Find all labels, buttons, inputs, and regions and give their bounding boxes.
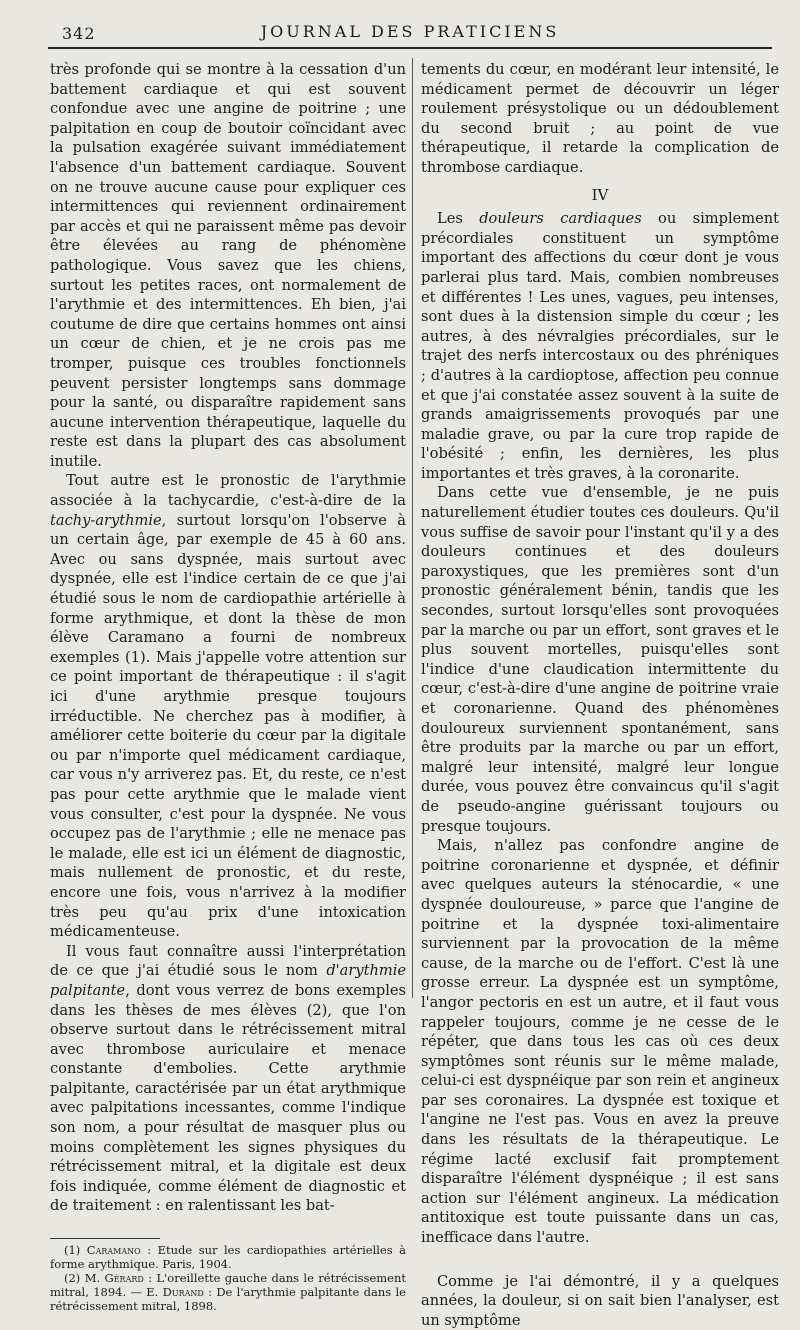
section-number: IV <box>591 185 609 204</box>
text-run: Les <box>437 210 480 228</box>
text-run: Il vous faut connaître aussi l'interprétation de ce que j'ai étudié sous le nom <box>50 942 406 980</box>
paragraph: Mais, n'allez pas confondre angine de poitrine coronarienne et dyspnée, et définir avec quelques auteurs la sténocardie, « une dyspnée douloureuse, » parce que l'angine de poitrine et la dyspnée toxi-alimentaire surviennent par la provocation de la même cause, de la marche ou de l'effort. C'est là une grosse erreur. La dyspnée est un symptôme, l'angor pectoris en est un autre, et il faut vous rappeler toujours, comme je ne cesse de le répéter, que dans tous les cas où ces deux symptômes sont réunis sur le même malade, celui-ci est dyspnéique par son rein et angineux par ses coronaires. La dyspnée est toxique et l'angine ne l'est pas. Vous en avez la preuve dans les résultats de la thérapeutique. Le régime lacté exclusif fait promptement disparaître l'élément dyspnéique ; il est sans action sur l'élément angineux. La médication antitoxique est toute puissante dans un cas, inefficace dans l'autre. <box>421 837 779 1247</box>
text-run: , dont vous verrez de bons exemples dans les thèses de mes élèves (2), que l'on observe surtout dans le rétrécissement mitral avec thrombose auriculaire et menace constante d'embolies. Cette arythmie palpitante, caractérisée par un état arythmique avec palpitations incessantes, comme l'indique son nom, a pour résultat de masquer plus ou moins complètement les signes physiques du rétrécissement mitral, et la digitale est deux fois indiquée, comme élément de diagnostic et de traitement : en ralentissant les bat- <box>50 981 406 1215</box>
page-number: 342 <box>62 24 96 43</box>
paragraph: tements du cœur, en modérant leur intensité, le médicament permet de découvrir un léger roulement présystolique ou un dédoublement du second bruit ; au point de vue thérapeutique, il retarde la complication de thrombose cardiaque. <box>421 61 779 176</box>
paragraph <box>50 471 406 941</box>
author-name: Caramano <box>86 1243 141 1258</box>
footnote-mark: (2) M. <box>64 1271 105 1286</box>
header-rule <box>48 47 772 49</box>
footnote-rule <box>50 1238 160 1239</box>
paragraph <box>421 209 779 483</box>
italic-term: d'arythmie palpitante <box>50 962 406 999</box>
page-header <box>48 18 772 44</box>
paragraph: Dans cette vue d'ensemble, je ne puis naturellement étudier toutes ces douleurs. Qu'il vous suffise de savoir pour l'instant qu'il y a des douleurs continues et des douleurs paroxystiques, que les premières sont d'un pronostic généralement bénin, tandis que les secondes, surtout lorsqu'elles sont provoquées par la marche ou par un effort, sont graves et le plus souvent mortelles, puisqu'elles sont l'indice d'une claudication intermittente du cœur, c'est-à-dire d'une angine de poitrine vraie et coronarienne. Quand des phénomènes douloureux surviennent spontanément, sans être produits par la marche ou par un effort, malgré leur intensité, malgré leur longue durée, vous pouvez être convaincus qu'il s'agit de pseudo-angine guérissant toujours ou presque toujours. <box>421 484 779 835</box>
paragraph <box>50 942 406 1216</box>
footnote-mark: (1) <box>64 1243 87 1258</box>
footnotes <box>50 1243 406 1313</box>
text-run: , surtout lorsqu'on l'observe à un certain âge, par exemple de 45 à 60 ans. Avec ou sans dyspnée, mais surtout avec dyspnée, elle est l'indice certain de ce que j'ai étudié sous le nom de cardiopathie artérielle à forme arythmique, et dont la thèse de mon élève Caramano a fourni de nombreux exemples (1). Mais j'appelle votre attention sur ce point important de thérapeutique : il s'agit ici d'une arythmie presque toujours irréductible. Ne cherchez pas à modifier, à améliorer cette boiterie du cœur par la digitale ou par n'importe quel médicament cardiaque, car vous n'y arriverez pas. Et, du reste, ce n'est pas pour cette arythmie que le malade vient vous consulter, c'est pour la dyspnée. Ne vous occupez pas de l'arythmie ; elle ne menace pas le malade, elle est ici un élément de diagnostic, mais nullement de pronostic, et du reste, encore une fois, vous n'arrivez à la modifier très peu qu'au prix d'une intoxication médicamenteuse. <box>50 511 406 941</box>
text-run: Tout autre est le pronostic de l'arythmie associée à la tachycardie, c'est-à-dire de la <box>50 472 406 510</box>
author-name: Durand <box>162 1285 204 1300</box>
author-name: Gérard <box>104 1271 144 1286</box>
column-divider <box>412 58 413 998</box>
footnote-text: : L'oreillette gauche dans le rétrécissement mitral, 1894. — E. <box>50 1271 406 1300</box>
footnote-text: : De l'arythmie palpitante dans le rétrécissement mitral, 1898. <box>50 1285 406 1314</box>
left-column <box>50 60 406 1313</box>
running-title: JOURNAL DES PRATICIENS <box>260 22 560 41</box>
text-run: ou simplement précordiales constituent un symptôme important des affections du cœur dont je vous parlerai plus tard. Mais, combien nombreuses et différentes ! Les unes, vagues, peu intenses, sont dues à la distension simple du cœur ; les autres, à des névralgies précordiales, sur le trajet des nerfs intercostaux ou des phréniques ; d'autres à la cardioptose, affection peu connue et que j'ai constatée assez souvent à la suite de grands amaigrissements provoqués par une maladie grave, ou par la cure trop rapide de l'obésité ; enfin, les dernières, les plus importantes et très graves, à la coronarite. <box>421 210 779 482</box>
footnote-text: : Etude sur les cardiopathies artérielles à forme arythmique. Paris, 1904. <box>50 1243 406 1272</box>
footnote-2 <box>50 1271 406 1313</box>
paragraph: très profonde qui se montre à la cessation d'un battement cardiaque et qui est souvent confondue avec une angine de poitrine ; une palpitation en coup de boutoir coïncidant avec la pulsation exagérée suivant immédiatement l'absence d'un battement cardiaque. Souvent on ne trouve aucune cause pour expliquer ces intermittences qui reviennent ordinairement par accès et qui ne paraissent même pas devoir être élevées au rang de phénomène pathologique. Vous savez que les chiens, surtout les petites races, ont normalement de l'arythmie et des intermittences. Eh bien, j'ai coutume de dire que certains hommes ont ainsi un cœur de chien, et je ne crois pas me tromper, puisque ces troubles fonctionnels peuvent persister longtemps sans dommage pour la santé, ou disparaître rapidement sans aucune intervention thérapeutique, laquelle du reste est dans la plupart des cas absolument inutile. <box>50 61 406 470</box>
italic-term: douleurs cardiaques <box>479 210 642 228</box>
paragraph: Comme je l'ai démontré, il y a quelques années, la douleur, si on sait bien l'analyser, est un symptôme <box>421 1272 779 1329</box>
footnote-1 <box>50 1243 406 1271</box>
italic-term: tachy-arythmie <box>50 511 162 529</box>
right-column <box>421 60 779 1330</box>
